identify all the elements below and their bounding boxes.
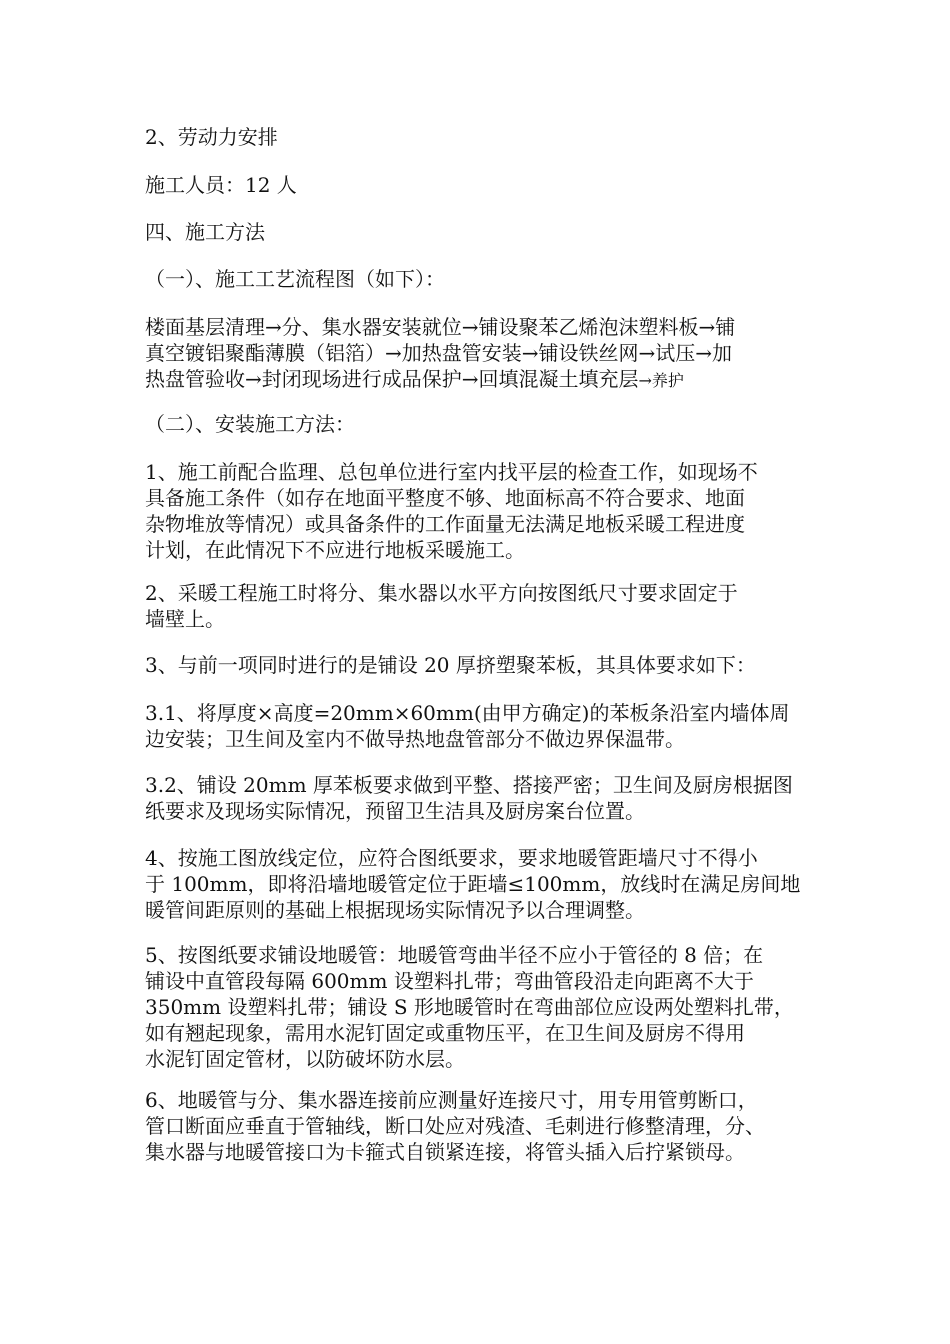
item-3-paragraph: 3、与前一项同时进行的是铺设 20 厚挤塑聚苯板，其具体要求如下： — [145, 653, 756, 677]
text-line: 4、按施工图放线定位，应符合图纸要求，要求地暖管距墙尺寸不得小 — [145, 846, 758, 870]
text-line: 热盘管验收→封闭现场进行成品保护→回填混凝土填充层→养护 — [145, 367, 684, 391]
text-line: 2、采暖工程施工时将分、集水器以水平方向按图纸尺寸要求固定于 — [145, 581, 738, 605]
text-line: 暖管间距原则的基础上根据现场实际情况予以合理调整。 — [145, 898, 645, 922]
text-line: 墙壁上。 — [145, 607, 225, 631]
text-line: 边安装；卫生间及室内不做导热地盘管部分不做边界保温带。 — [145, 727, 685, 751]
text-line: 3.1、将厚度×高度=20mm×60mm(由甲方确定)的苯板条沿室内墙体周 — [145, 701, 790, 725]
text-line: 管口断面应垂直于管轴线，断口处应对残渣、毛刺进行修整清理，分、 — [145, 1114, 765, 1138]
text-line: 杂物堆放等情况）或具备条件的工作面量无法满足地板采暖工程进度 — [145, 512, 745, 536]
item-5-paragraph — [145, 942, 815, 1072]
text-line: 350mm 设塑料扎带；铺设 S 形地暖管时在弯曲部位应设两处塑料扎带， — [145, 995, 794, 1019]
item-2-paragraph — [145, 580, 815, 632]
text-line: 1、施工前配合监理、总包单位进行室内找平层的检查工作，如现场不 — [145, 460, 758, 484]
text-line: 5、按图纸要求铺设地暖管：地暖管弯曲半径不应小于管径的 8 倍；在 — [145, 943, 764, 967]
workers-count: 施工人员：12 人 — [145, 173, 297, 197]
text-line: 6、地暖管与分、集水器连接前应测量好连接尺寸，用专用管剪断口， — [145, 1088, 758, 1112]
text-line: 真空镀铝聚酯薄膜（铝箔）→加热盘管安装→铺设铁丝网→试压→加 — [145, 341, 733, 365]
text-line: 计划，在此情况下不应进行地板采暖施工。 — [145, 538, 525, 562]
item-6-paragraph — [145, 1087, 815, 1165]
subsection-process-flow-heading: （一）、施工工艺流程图（如下）： — [145, 267, 445, 291]
text-line: 于 100mm，即将沿墙地暖管定位于距墙≤100mm，放线时在满足房间地 — [145, 872, 801, 896]
section-construction-method: 四、施工方法 — [145, 220, 265, 244]
text-line: 3.2、铺设 20mm 厚苯板要求做到平整、搭接严密；卫生间及厨房根据图 — [145, 773, 793, 797]
text-line: 如有翘起现象，需用水泥钉固定或重物压平，在卫生间及厨房不得用 — [145, 1021, 745, 1045]
text-line: 纸要求及现场实际情况，预留卫生洁具及厨房案台位置。 — [145, 799, 645, 823]
item-1-paragraph — [145, 459, 815, 563]
text-line: 铺设中直管段每隔 600mm 设塑料扎带；弯曲管段沿走向距离不大于 — [145, 969, 754, 993]
item-4-paragraph — [145, 845, 815, 923]
flow-last-step: →养护 — [638, 371, 684, 390]
heading-labor-arrangement: 2、劳动力安排 — [145, 125, 278, 149]
text-line: 水泥钉固定管材，以防破坏防水层。 — [145, 1047, 465, 1071]
item-3-2-paragraph — [145, 772, 815, 824]
process-flow-paragraph — [145, 314, 815, 394]
text-line: 集水器与地暖管接口为卡箍式自锁紧连接，将管头插入后拧紧锁母。 — [145, 1140, 745, 1164]
text-line: 楼面基层清理→分、集水器安装就位→铺设聚苯乙烯泡沫塑料板→铺 — [145, 315, 736, 339]
item-3-1-paragraph — [145, 700, 815, 752]
text-line: 具备施工条件（如存在地面平整度不够、地面标高不符合要求、地面 — [145, 486, 745, 510]
subsection-installation-method-heading: （二）、安装施工方法： — [145, 412, 355, 436]
